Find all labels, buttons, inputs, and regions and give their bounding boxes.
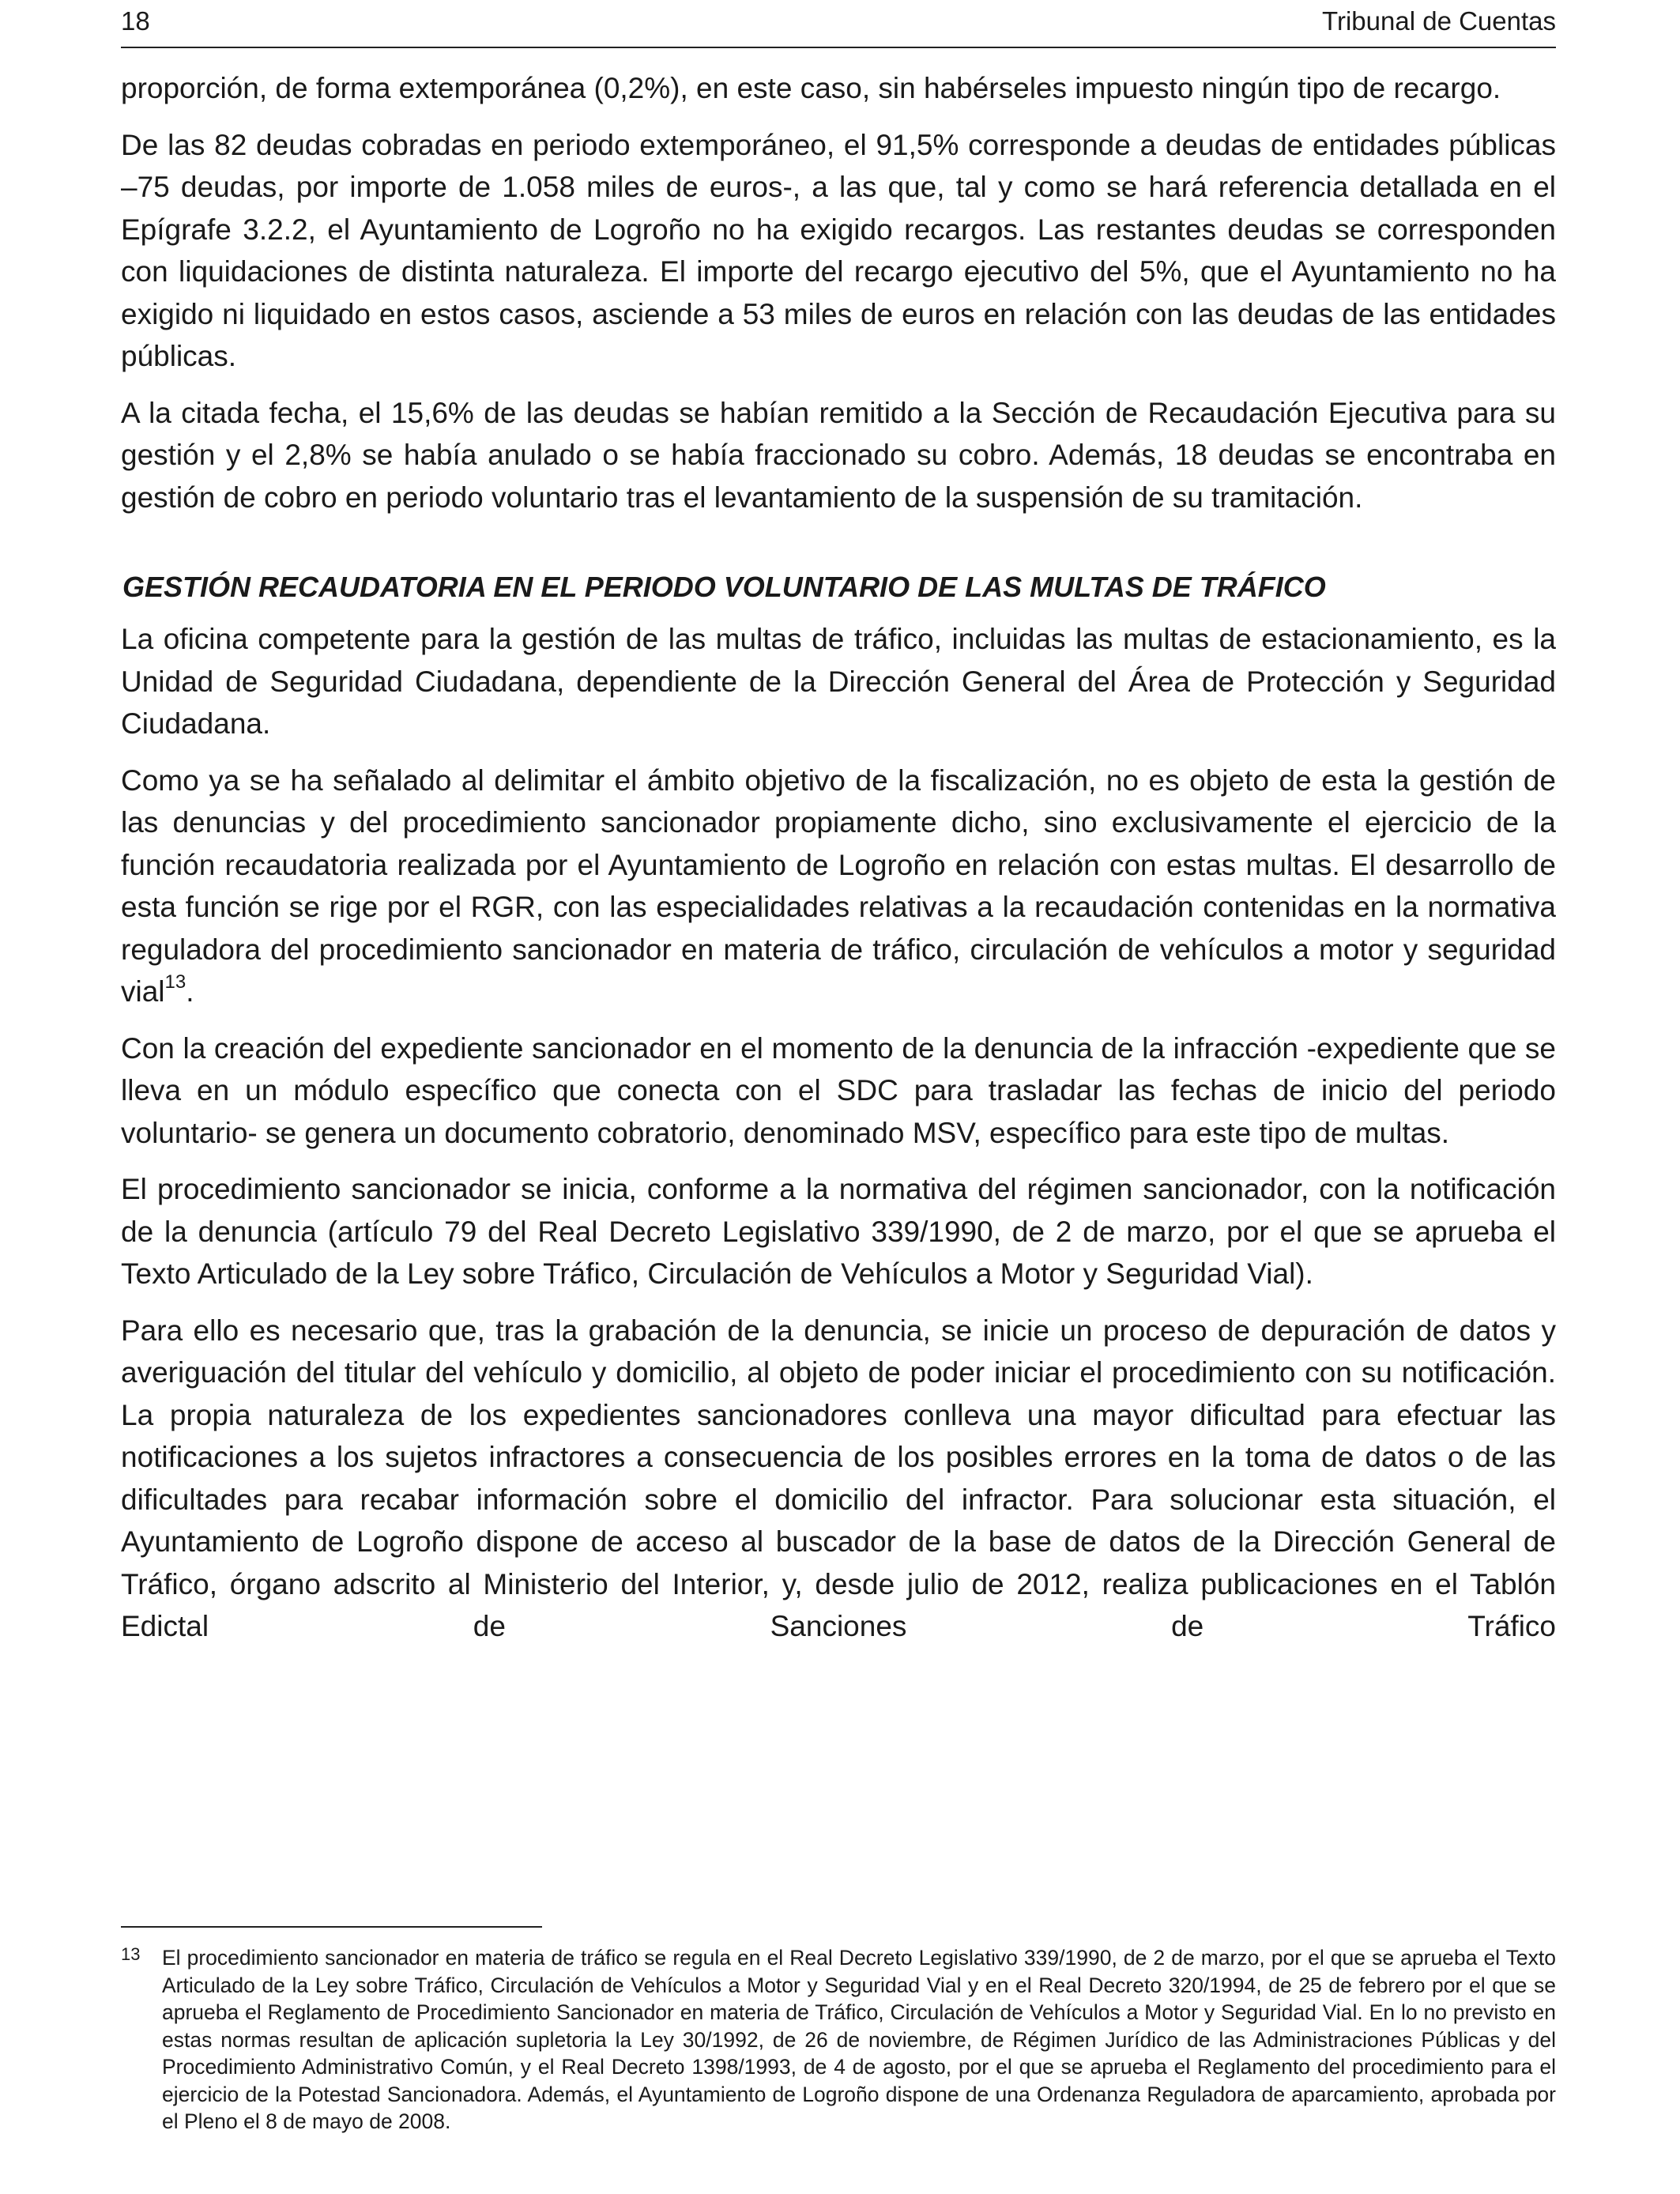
- footnote: [121, 1944, 1556, 2136]
- paragraph: proporción, de forma extemporánea (0,2%), en este caso, sin habérseles impuesto ningún tipo de recargo.: [121, 72, 1501, 104]
- paragraph: El procedimiento sancionador se inicia, conforme a la normativa del régimen sancionador, con la notificación de la denuncia (artículo 79 del Real Decreto Legislativo 339/1990, de 2 de marzo, por el que se aprueba el Texto Articulado de la Ley sobre Tráfico, Circulación de Vehículos a Motor y Seguridad Vial).: [121, 1173, 1556, 1290]
- paragraph: A la citada fecha, el 15,6% de las deudas se habían remitido a la Sección de Recaudación Ejecutiva para su gestión y el 2,8% se había anulado o se había fraccionado su cobro. Además, 18 deudas se encontraba en gestión de cobro en periodo voluntario tras el levantamiento de la suspensión de su tramitación.: [121, 396, 1556, 514]
- page-number: 18: [121, 6, 150, 36]
- page-header: [121, 6, 1556, 43]
- footnote-reference[interactable]: 13: [164, 971, 186, 993]
- paragraph: Para ello es necesario que, tras la grabación de la denuncia, se inicie un proceso de depuración de datos y averiguación del titular del vehículo y domicilio, al objeto de poder iniciar el procedimiento con su notificación. La propia naturaleza de los expedientes sancionadores conlleva una mayor dificultad para efectuar las notificaciones a los sujetos infractores a consecuencia de los posibles errores en la toma de datos o de las dificultades para recabar información sobre el domicilio del infractor. Para solucionar esta situación, el Ayuntamiento de Logroño dispone de acceso al buscador de la base de datos de la Dirección General de Tráfico, órgano adscrito al Ministerio del Interior, y, desde julio de 2012, realiza publicaciones en el Tablón Edictal de Sanciones de Tráfico: [121, 1314, 1556, 1642]
- running-title: Tribunal de Cuentas: [1322, 6, 1556, 36]
- document-body: [121, 67, 1556, 1648]
- paragraph-text: Como ya se ha señalado al delimitar el ámbito objetivo de la fiscalización, no es objeto de esta la gestión de las denuncias y del procedimiento sancionador propiamente dicho, sino exclusivamente el ejercicio de la función recaudatoria realizada por el Ayuntamiento de Logroño en relación con estas multas. El desarrollo de esta función se rige por el RGR, con las especialidades relativas a la recaudación contenidas en la normativa reguladora del procedimiento sancionador en materia de tráfico, circulación de vehículos a motor y seguridad vial: [121, 763, 1556, 1008]
- footnote-text: El procedimiento sancionador en materia de tráfico se regula en el Real Decreto Legislativo 339/1990, de 2 de marzo, por el que se aprueba el Texto Articulado de la Ley sobre Tráfico, Circulación de Vehículos a Motor y Seguridad Vial y en el Real Decreto 320/1994, de 25 de febrero por el que se aprueba el Reglamento de Procedimiento Sancionador en materia de Tráfico, Circulación de Vehículos a Motor y Seguridad Vial. En lo no previsto en estas normas resultan de aplicación supletoria la Ley 30/1992, de 26 de noviembre, de Régimen Jurídico de las Administraciones Públicas y del Procedimiento Administrativo Común, y el Real Decreto 1398/1993, de 4 de agosto, por el que se aprueba el Reglamento del procedimiento para el ejercicio de la Potestad Sancionadora. Además, el Ayuntamiento de Logroño dispone de una Ordenanza Reguladora de aparcamiento, aprobada por el Pleno el 8 de mayo de 2008.: [162, 1946, 1556, 2133]
- header-rule: [121, 47, 1556, 48]
- paragraph: La oficina competente para la gestión de las multas de tráfico, incluidas las multas de estacionamiento, es la Unidad de Seguridad Ciudadana, dependiente de la Dirección General del Área de Protección y Seguridad Ciudadana.: [121, 623, 1556, 740]
- footnote-separator: [121, 1926, 542, 1928]
- paragraph: De las 82 deudas cobradas en periodo extemporáneo, el 91,5% corresponde a deudas de entidades públicas –75 deudas, por importe de 1.058 miles de euros-, a las que, tal y como se hará referencia detallada en el Epígrafe 3.2.2, el Ayuntamiento de Logroño no ha exigido recargos. Las restantes deudas se corresponden con liquidaciones de distinta naturaleza. El importe del recargo ejecutivo del 5%, que el Ayuntamiento no ha exigido ni liquidado en estos casos, asciende a 53 miles de euros en relación con las deudas de las entidades públicas.: [121, 128, 1556, 372]
- section-title: GESTIÓN RECAUDATORIA EN EL PERIODO VOLUNTARIO DE LAS MULTAS DE TRÁFICO: [122, 571, 1326, 603]
- paragraph: Con la creación del expediente sancionador en el momento de la denuncia de la infracción -expediente que se lleva en un módulo específico que conecta con el SDC para trasladar las fechas de inicio del periodo voluntario- se genera un documento cobratorio, denominado MSV, específico para este tipo de multas.: [121, 1031, 1556, 1149]
- footnote-mark: 13: [121, 1944, 141, 1964]
- paragraph-end: .: [186, 975, 194, 1008]
- paragraph-with-footnote-ref: [121, 760, 1556, 1013]
